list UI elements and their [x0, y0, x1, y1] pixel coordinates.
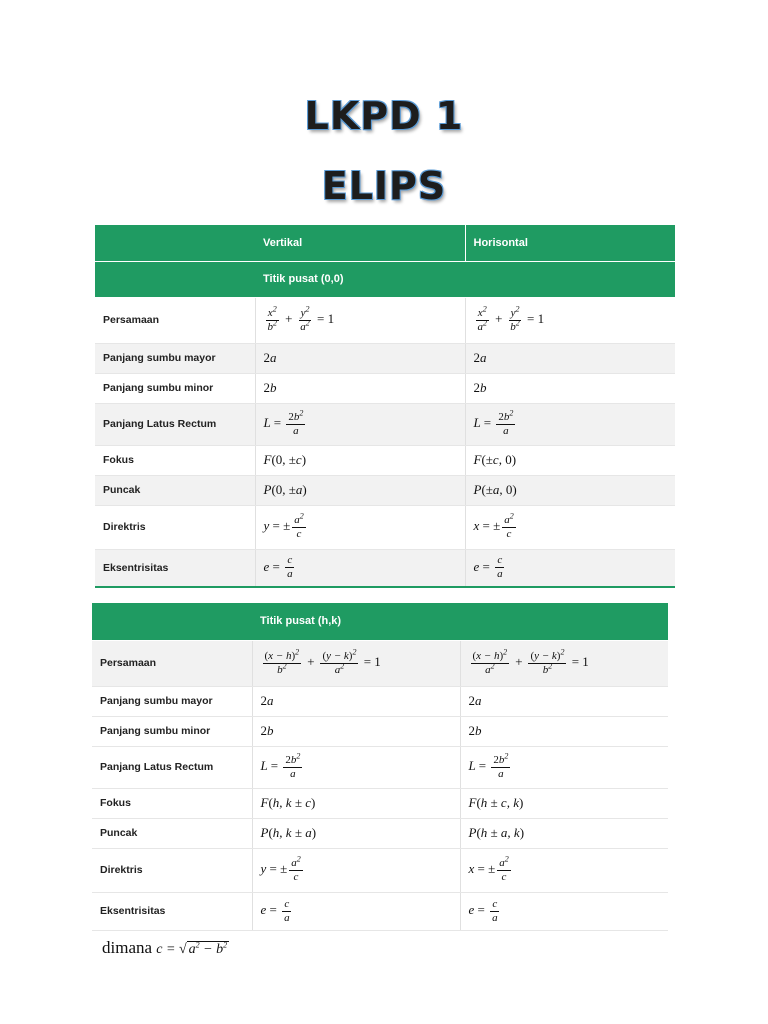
center-row [92, 603, 668, 640]
row-label-direktris: Direktris [92, 848, 252, 892]
table-center-hk [92, 603, 668, 931]
table-row [95, 373, 675, 403]
table-row [95, 445, 675, 475]
footer-note [102, 938, 229, 958]
formula-cell: y = ± $\frac{a^2}{c}$ [252, 848, 460, 892]
row-label-latus-rectum: Panjang Latus Rectum [92, 746, 252, 788]
center-row [95, 261, 675, 297]
formula-cell: P(0, ±a) [255, 475, 465, 505]
table-row [92, 788, 668, 818]
formula-cell: 2a [255, 343, 465, 373]
formula-cell: L = $\frac{2b^2}{a}$ [252, 746, 460, 788]
row-label-persamaan: Persamaan [92, 640, 252, 686]
row-label-direktris: Direktris [95, 505, 255, 549]
table-row [95, 403, 675, 445]
table-row [92, 848, 668, 892]
footer-formula: c = √ $a^2 - b^2$ [156, 940, 228, 957]
table-row [92, 716, 668, 746]
formula-cell: F(h, k ± c) [252, 788, 460, 818]
formula-cell: $\frac{(x - h)^2}{b^2}$ + $\frac{(y - k)^2}{a^2}$ = 1 [252, 640, 460, 686]
formula-cell: L = $\frac{2b^2}{a}$ [460, 746, 668, 788]
table-header-row [95, 225, 675, 261]
formula-cell: 2b [465, 373, 675, 403]
formula-cell: e = $\frac{c}{a}$ [252, 892, 460, 930]
table-row [92, 892, 668, 930]
formula-cell: F(0, ±c) [255, 445, 465, 475]
formula-cell: e = $\frac{c}{a}$ [255, 549, 465, 587]
row-label-fokus: Fokus [92, 788, 252, 818]
center-empty-cell [95, 261, 255, 297]
row-label-sumbu-mayor: Panjang sumbu mayor [92, 686, 252, 716]
table-row [92, 686, 668, 716]
row-label-sumbu-minor: Panjang sumbu minor [92, 716, 252, 746]
formula-cell: $\frac{x^2}{b^2}$ + $\frac{y^2}{a^2}$ = 1 [255, 297, 465, 343]
header-horisontal: Horisontal [465, 225, 675, 261]
formula-cell: 2a [460, 686, 668, 716]
row-label-puncak: Puncak [92, 818, 252, 848]
formula-cell: 2a [465, 343, 675, 373]
table-center-origin [95, 225, 675, 588]
header-empty-cell [95, 225, 255, 261]
formula-cell: 2b [255, 373, 465, 403]
table-row [95, 343, 675, 373]
row-label-eksentrisitas: Eksentrisitas [95, 549, 255, 587]
title-line-1: LKPD 1 [304, 94, 464, 138]
row-label-sumbu-minor: Panjang sumbu minor [95, 373, 255, 403]
formula-cell: e = $\frac{c}{a}$ [460, 892, 668, 930]
formula-cell: $\frac{x^2}{a^2}$ + $\frac{y^2}{b^2}$ = 1 [465, 297, 675, 343]
formula-cell: 2b [252, 716, 460, 746]
formula-cell: F(±c, 0) [465, 445, 675, 475]
table-row [95, 505, 675, 549]
table-row [95, 549, 675, 587]
formula-cell: $\frac{(x - h)^2}{a^2}$ + $\frac{(y - k)^2}{b^2}$ = 1 [460, 640, 668, 686]
row-label-fokus: Fokus [95, 445, 255, 475]
formula-cell: F(h ± c, k) [460, 788, 668, 818]
table-row [92, 746, 668, 788]
formula-cell: e = $\frac{c}{a}$ [465, 549, 675, 587]
formula-cell: 2b [460, 716, 668, 746]
formula-cell: x = ± $\frac{a^2}{c}$ [465, 505, 675, 549]
table-row [92, 640, 668, 686]
table-row [95, 475, 675, 505]
header-vertikal: Vertikal [255, 225, 465, 261]
row-label-puncak: Puncak [95, 475, 255, 505]
row-label-persamaan: Persamaan [95, 297, 255, 343]
formula-cell: P(h, k ± a) [252, 818, 460, 848]
formula-cell: L = $\frac{2b^2}{a}$ [255, 403, 465, 445]
table-row [95, 297, 675, 343]
formula-cell: P(±a, 0) [465, 475, 675, 505]
table-row [92, 818, 668, 848]
title-line-2: ELIPS [321, 164, 447, 208]
row-label-sumbu-mayor: Panjang sumbu mayor [95, 343, 255, 373]
center-label: Titik pusat (0,0) [255, 261, 675, 297]
center-label: Titik pusat (h,k) [252, 603, 668, 640]
formula-cell: 2a [252, 686, 460, 716]
footer-word: dimana [102, 938, 153, 957]
row-label-eksentrisitas: Eksentrisitas [92, 892, 252, 930]
center-empty-cell [92, 603, 252, 640]
formula-cell: P(h ± a, k) [460, 818, 668, 848]
formula-cell: y = ± $\frac{a^2}{c}$ [255, 505, 465, 549]
row-label-latus-rectum: Panjang Latus Rectum [95, 403, 255, 445]
formula-cell: L = $\frac{2b^2}{a}$ [465, 403, 675, 445]
formula-cell: x = ± $\frac{a^2}{c}$ [460, 848, 668, 892]
